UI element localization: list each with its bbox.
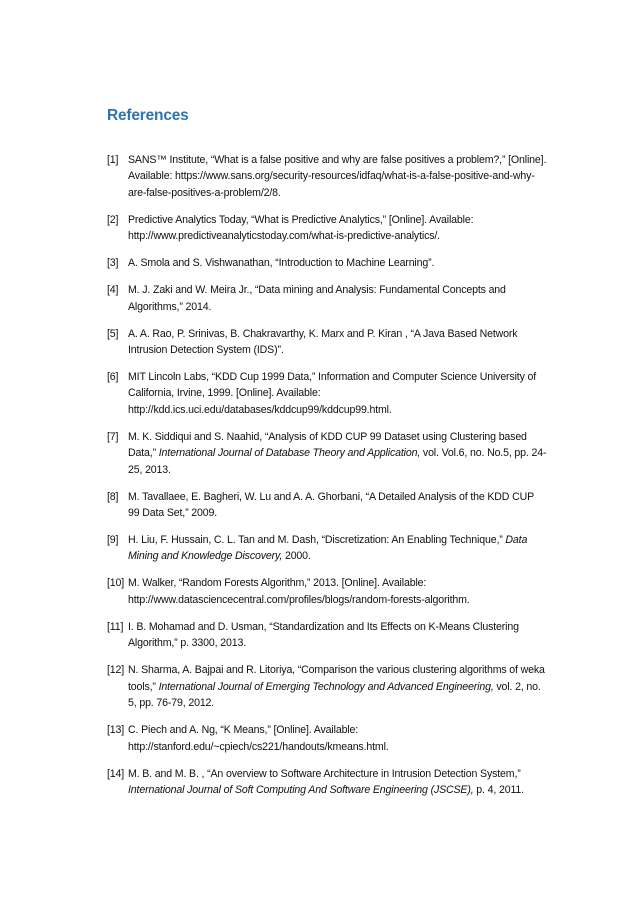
reference-text — [128, 369, 547, 418]
reference-item — [107, 429, 547, 478]
reference-segment: MIT Lincoln Labs, “KDD Cup 1999 Data,” Information and Computer Science University of California, Irvine, 1999. [Online]. Available: http://kdd.ics.uci.edu/databases/kddcup99/kddcup99.html. — [128, 371, 537, 416]
reference-segment: 2000. — [282, 550, 311, 563]
reference-segment: N. Sharma, A. Bajpai and R. Litoriya, “Comparison the various clustering algorithms of weka tools,” — [128, 664, 545, 693]
reference-source-title: International Journal of Emerging Technology and Advanced Engineering, — [158, 680, 494, 693]
reference-text — [128, 255, 547, 271]
reference-number: [2] — [107, 213, 119, 226]
reference-segment: M. J. Zaki and W. Meira Jr., “Data mining and Analysis: Fundamental Concepts and Algorithms,” 2014. — [128, 284, 506, 313]
reference-segment: M. Walker, “Random Forests Algorithm,” 2013. [Online]. Available: http://www.datasciencecentral.com/profiles/blogs/random-forests-algorithm. — [128, 577, 470, 606]
reference-number: [14] — [107, 767, 125, 780]
reference-segment: A. A. Rao, P. Srinivas, B. Chakravarthy, K. Marx and P. Kiran , “A Java Based Network Intrusion Detection System (IDS)”. — [128, 327, 518, 357]
reference-item — [107, 532, 547, 565]
reference-number: [9] — [107, 534, 119, 547]
reference-text — [128, 212, 547, 245]
reference-item — [107, 489, 547, 522]
reference-segment: M. K. Siddiqui and S. Naahid, “Analysis of KDD CUP 99 Dataset using Clustering based Data,” — [128, 430, 527, 460]
reference-source-title: Data Mining and Knowledge Discovery, — [128, 534, 528, 563]
reference-item — [107, 766, 547, 799]
reference-number: [5] — [107, 327, 119, 340]
reference-text — [128, 282, 547, 315]
reference-item — [107, 575, 547, 608]
reference-text — [128, 722, 547, 755]
references-heading: References — [107, 107, 189, 124]
reference-text — [128, 429, 547, 478]
reference-item — [107, 282, 547, 315]
reference-segment: p. 4, 2011. — [473, 783, 524, 796]
reference-text — [128, 152, 547, 201]
reference-number: [10] — [107, 577, 125, 590]
reference-source-title: International Journal of Soft Computing And Software Engineering (JSCSE), — [128, 783, 474, 796]
reference-text — [128, 575, 547, 608]
reference-segment: A. Smola and S. Vishwanathan, “Introduction to Machine Learning”. — [128, 257, 435, 270]
reference-item — [107, 662, 547, 711]
reference-number: [12] — [107, 664, 125, 677]
reference-segment: C. Piech and A. Ng, “K Means,” [Online]. Available: http://stanford.edu/~cpiech/cs221/handouts/kmeans.html. — [128, 724, 389, 753]
reference-number: [7] — [107, 430, 119, 443]
reference-segment: SANS™ Institute, “What is a false positive and why are false positives a problem?,” [Online]. Available: https://www.sans.org/security-resources/idfaq/what-is-a-false-positive-and-why-are-false-positives-a-problem/2/8. — [128, 154, 547, 199]
reference-segment: M. Tavallaee, E. Bagheri, W. Lu and A. A. Ghorbani, “A Detailed Analysis of the KDD CUP 99 Data Set,” 2009. — [128, 490, 534, 520]
reference-item — [107, 326, 547, 359]
reference-number: [6] — [107, 371, 119, 384]
reference-item — [107, 619, 547, 652]
reference-item — [107, 722, 547, 755]
reference-source-title: International Journal of Database Theory and Application, — [158, 447, 421, 460]
reference-segment: Predictive Analytics Today, “What is Predictive Analytics,” [Online]. Available: http://www.predictiveanalyticstoday.com/what-is-predictive-analytics/. — [128, 213, 474, 243]
reference-text — [128, 532, 547, 565]
reference-item — [107, 212, 547, 245]
reference-item — [107, 152, 547, 201]
references-list — [107, 152, 547, 809]
reference-number: [8] — [107, 490, 119, 503]
reference-number: [13] — [107, 724, 125, 737]
reference-number: [1] — [107, 154, 119, 166]
reference-item — [107, 255, 547, 271]
reference-segment: vol. Vol.6, no. No.5, pp. 24-25, 2013. — [128, 447, 547, 476]
reference-segment: vol. 2, no. 5, pp. 76-79, 2012. — [128, 680, 541, 710]
reference-item — [107, 369, 547, 418]
reference-segment: H. Liu, F. Hussain, C. L. Tan and M. Dash, “Discretization: An Enabling Technique,” — [128, 534, 506, 547]
reference-text — [128, 619, 547, 652]
reference-segment: I. B. Mohamad and D. Usman, “Standardization and Its Effects on K-Means Clustering Algorithm,” p. 3300, 2013. — [128, 620, 519, 650]
reference-segment: M. B. and M. B. , “An overview to Software Architecture in Intrusion Detection System,” — [128, 767, 521, 780]
reference-number: [11] — [107, 620, 124, 633]
reference-text — [128, 326, 547, 359]
reference-number: [3] — [107, 257, 119, 270]
reference-number: [4] — [107, 284, 119, 297]
reference-text — [128, 489, 547, 522]
reference-text — [128, 662, 547, 711]
reference-text — [128, 766, 547, 799]
